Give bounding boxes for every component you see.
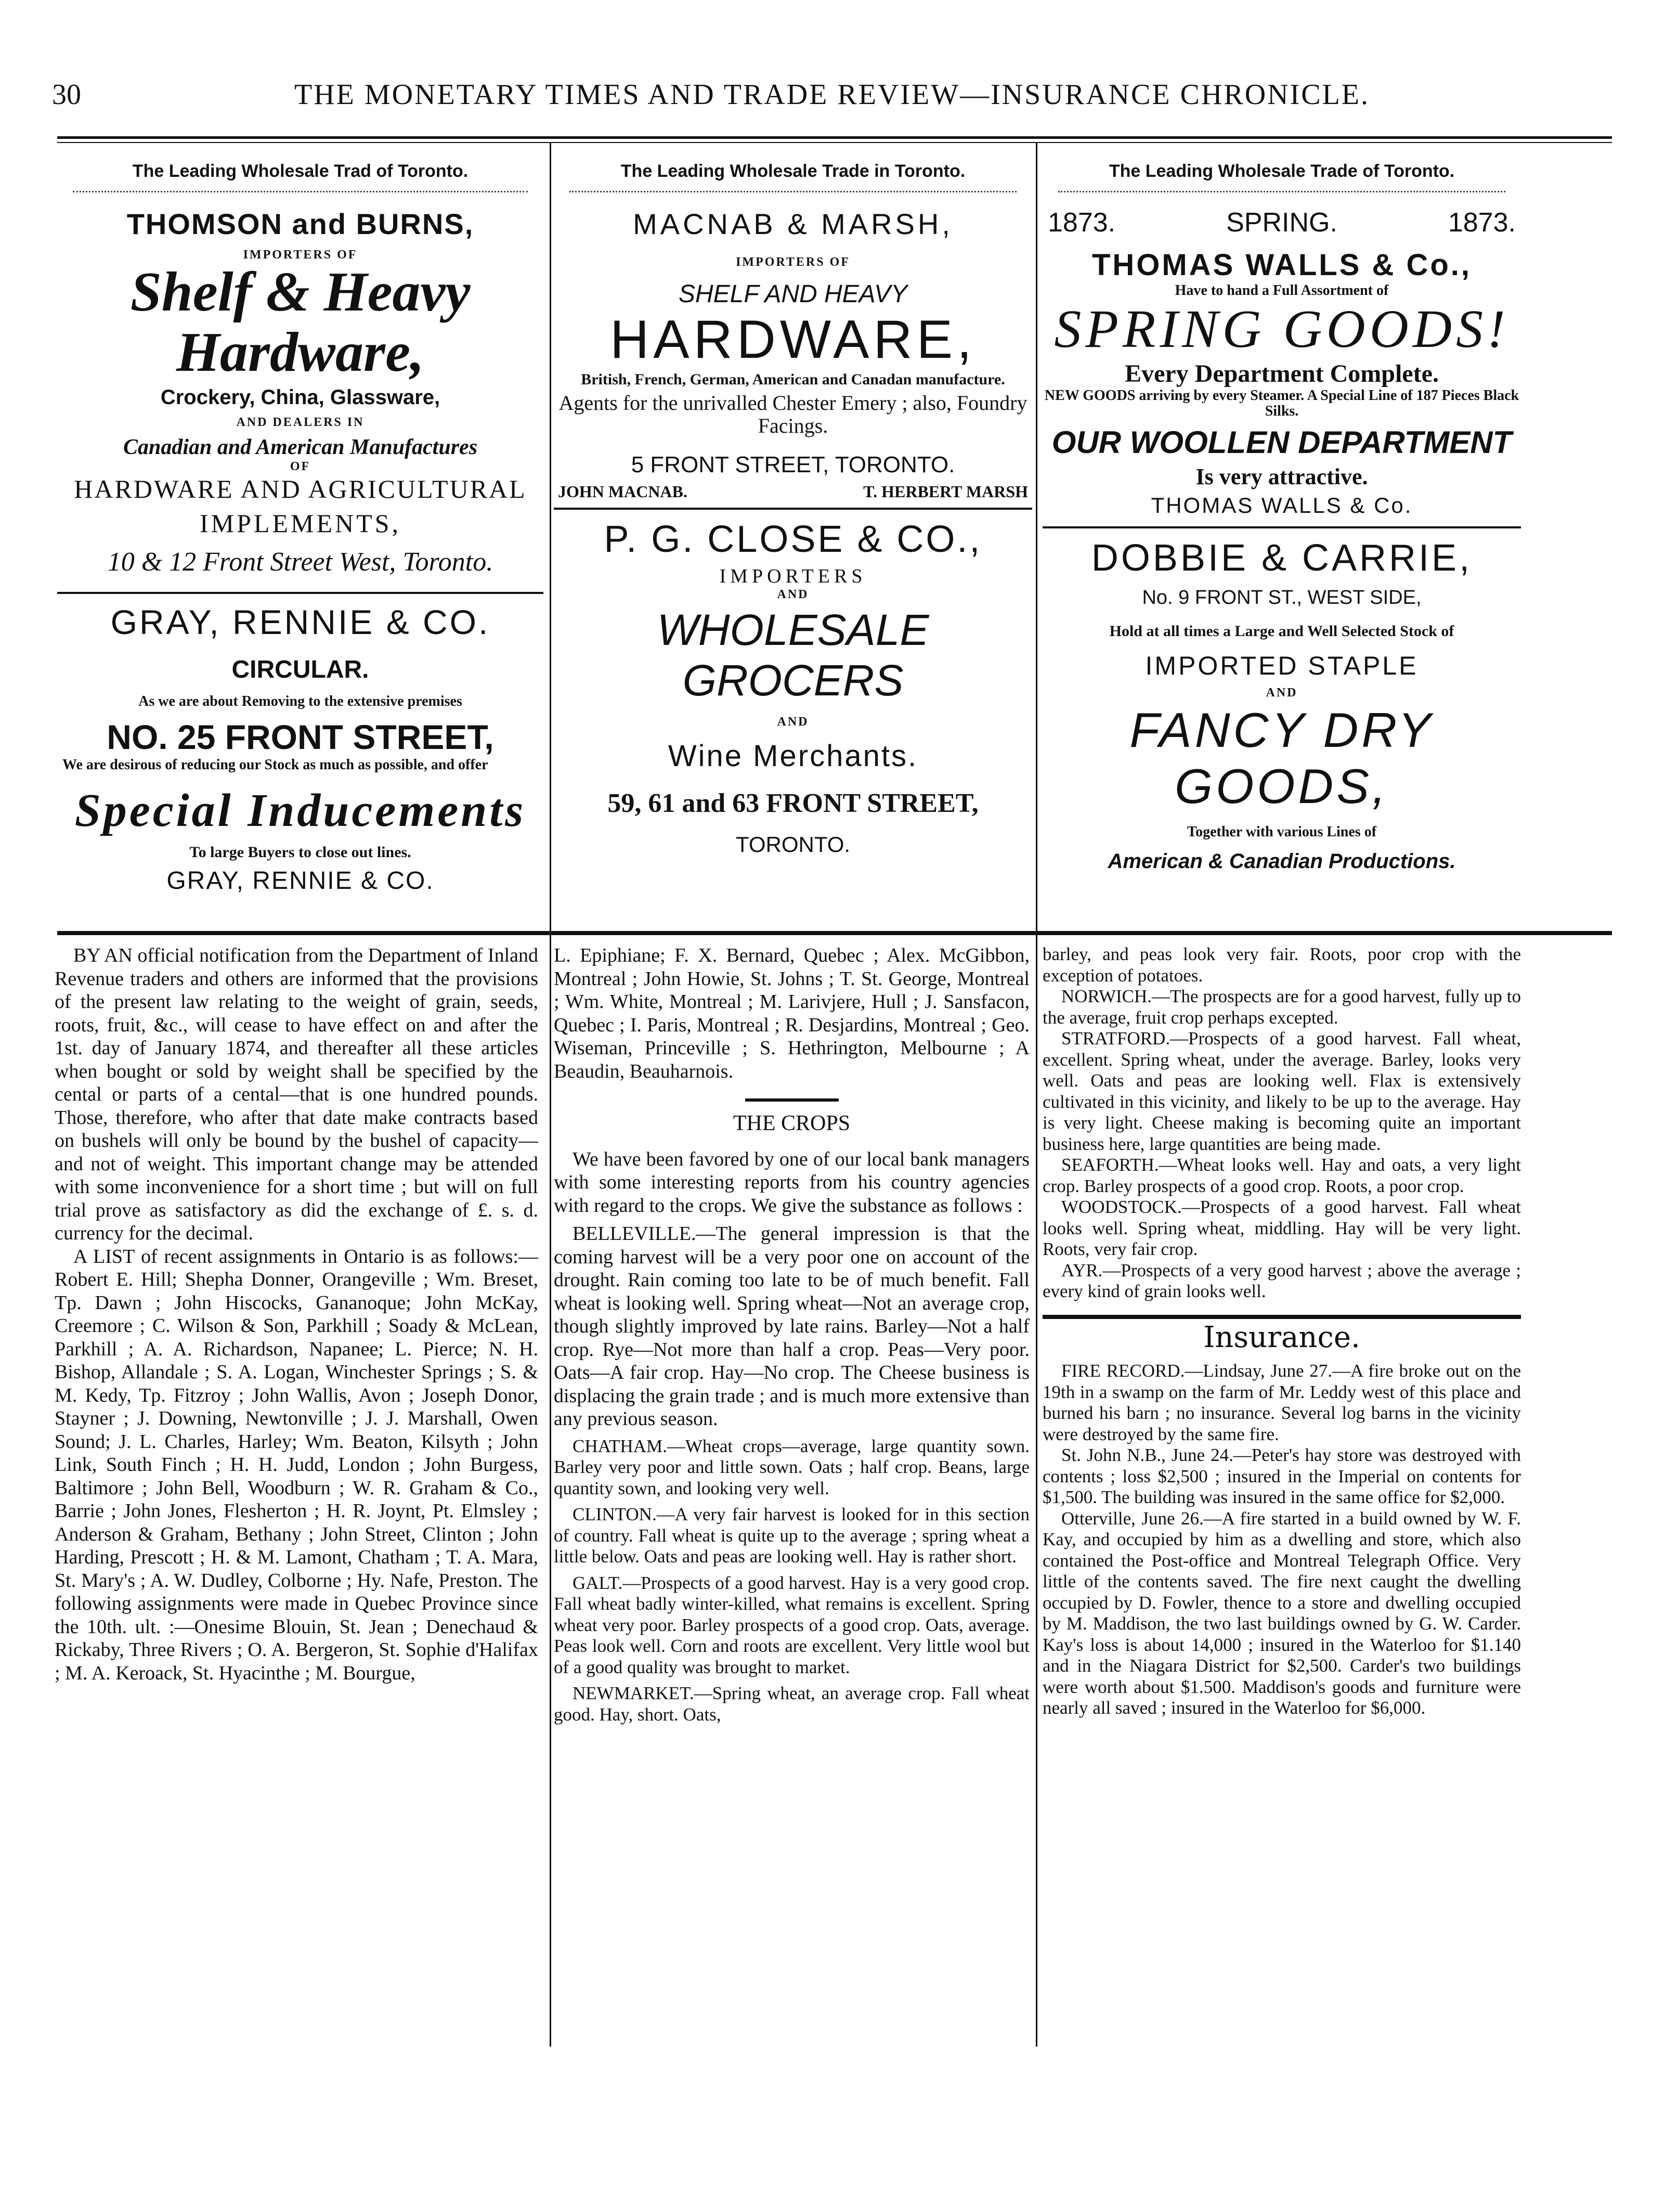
body-column-1 xyxy=(55,944,538,1685)
divider xyxy=(73,191,528,198)
ads-bottom-rule xyxy=(57,931,1612,935)
ad-line: Hold at all times a Large and Well Selected Stock of xyxy=(1109,623,1454,640)
ad-line: Is very attractive. xyxy=(1195,464,1368,489)
ad-dobbie-carrie xyxy=(1043,537,1521,873)
ad-address: 5 FRONT STREET, TORONTO. xyxy=(631,452,955,477)
divider xyxy=(1043,1315,1521,1319)
ad-line: Crockery, China, Glassware, xyxy=(160,386,440,409)
ad-partners xyxy=(554,482,1032,501)
ad-column-2 xyxy=(554,151,1032,931)
ad-column-3 xyxy=(1043,151,1521,931)
ad-line: HARDWARE AND AGRICULTURAL xyxy=(74,474,527,503)
divider xyxy=(1058,191,1505,198)
ad-heading: The Leading Wholesale Trade of Toronto. xyxy=(1109,161,1455,181)
ad-address: 10 & 12 Front Street West, Toronto. xyxy=(107,547,493,577)
ad-line: Agents for the unrivalled Chester Emery ; also, Foundry Facings. xyxy=(558,391,1027,437)
divider xyxy=(554,508,1032,510)
ad-line: American & Canadian Productions. xyxy=(1108,850,1456,873)
header-rule xyxy=(57,136,1612,139)
company-name: THOMSON and BURNS, xyxy=(126,208,474,240)
ad-signature: THOMAS WALLS & Co. xyxy=(1151,493,1413,518)
ad-year: 1873. xyxy=(1048,208,1116,238)
ad-address: 59, 61 and 63 FRONT STREET, xyxy=(607,788,979,818)
page-number: 30 xyxy=(52,79,81,111)
crops-woodstock: WOODSTOCK.—Prospects of a good harvest. Fall wheat looks well. Spring wheat, middling. Hay will be very light. Roots, very fair crop. xyxy=(1043,1197,1521,1259)
article-revenue-notice: BY AN official notification from the Department of Inland Revenue traders and others are informed that the provisions of the present law relating to the weight of grain, seeds, roots, fruit, &c., will cease to have effect on and after the 1st. day of January 1874, and thereafter all these articles when bought or sold by weight shall be specified by the cental or parts of a cental—that is one hundred pounds. Those, therefore, who after that date make contracts based on bushels will only be bound by the bushel of capacity—and not of weight. This important change may be attended with some inconvenience for a short time ; but will on full trial prove as satisfactory as did the exchange of £. s. d. currency for the decimal. xyxy=(55,945,538,1244)
insurance-otterville: Otterville, June 26.—A fire started in a build owned by W. F. Kay, and occupied by him as a dwelling and store, which also contained the Post-office and Montreal Telegraph Office. Very little of the contents saved. The fire next caught the dwelling occupied by D. Fowler, thence to a store and dwelling occupied by M. Maddison, the two last buildings owned by G. W. Carder. Kay's loss is about 14,000 ; insured in the Waterloo for $1.140 and in the Niagara District for $2,500. Carder's two buildings were worth about $1.500. Maddison's goods and furniture were nearly all saved ; insured in the Waterloo for $6,000. xyxy=(1043,1508,1521,1718)
ad-line: IMPORTED STAPLE xyxy=(1145,651,1419,680)
ad-line: SHELF AND HEAVY xyxy=(678,280,908,308)
ad-address: NO. 25 FRONT STREET, xyxy=(107,718,494,756)
ad-address: No. 9 FRONT ST., WEST SIDE, xyxy=(1142,587,1422,609)
company-name: MACNAB & MARSH, xyxy=(633,208,953,240)
ad-gray-rennie xyxy=(57,602,543,895)
company-name: P. G. CLOSE & CO., xyxy=(604,519,982,560)
ad-script-title: OUR WOOLLEN DEPARTMENT xyxy=(1051,425,1512,460)
crops-stratford: STRATFORD.—Prospects of a good harvest. Fall wheat, excellent. Spring wheat, under the average. Barley, looks very well. Oats and peas are looking well. Flax is extensively cultivated in this vicinity, and likely to be up to the average. Hay is very light. Cheese making is becoming quite an important business here, large quantities are being made. xyxy=(1043,1028,1521,1154)
ad-heading: The Leading Wholesale Trade in Toronto. xyxy=(620,161,966,181)
crops-seaforth: SEAFORTH.—Wheat looks well. Hay and oats, a very light crop. Barley prospects of a good crop. Roots, a poor crop. xyxy=(1043,1155,1521,1196)
column-divider-1 xyxy=(550,143,551,2047)
divider xyxy=(57,592,543,594)
partner-name: JOHN MACNAB. xyxy=(558,482,687,501)
ad-macnab-marsh xyxy=(554,207,1032,501)
page-header xyxy=(52,78,1612,125)
article-assignments: A LIST of recent assignments in Ontario is as follows:—Robert E. Hill; Shepha Donner, Orangeville ; Wm. Breset, Tp. Dawn ; John Hiscocks, Gananoque; John McKay, Creemore ; C. Wilson & Son, Parkhill ; Soady & McLean, Parkhill ; A. A. Richardson, Napanee; L. Pierce; N. H. Bishop, Allandale ; S. A. Logan, Winchester Springs ; S. & M. Kedy, Tp. Fitzroy ; John Wallis, Avon ; Joseph Donor, Stayner ; J. Downing, Newtonville ; J. J. Marshall, Owen Sound; J. L. Charles, Harley; Wm. Beaton, Kilsyth ; John Link, South Finch ; H. H. Judd, London ; John Burgess, Baltimore ; John Bell, Woodburn ; W. R. Graham & Co., Barrie ; John Jones, Flesherton ; H. R. Joynt, Pt. Elmsley ; Anderson & Graham, Bethany ; John Street, Clinton ; John Harding, Prescott ; H. & M. Lamont, Chatham ; T. A. Mara, St. Mary's ; A. W. Dudley, Colborne ; Hy. Nafe, Preston. The following assignments were made in Quebec Province since the 10th. ult. :—Onesime Blouin, St. Jean ; Denechaud & Rickaby, Three Rivers ; O. A. Bergeron, St. Sophie d'Halifax ; M. A. Keroack, St. Hyacinthe ; M. Bourgue, xyxy=(55,1245,538,1684)
ad-city: TORONTO. xyxy=(735,832,851,857)
ad-line: IMPLEMENTS, xyxy=(200,509,401,538)
column-divider-2 xyxy=(1036,143,1037,2047)
ad-signature: GRAY, RENNIE & CO. xyxy=(166,867,434,895)
ad-script-title: Shelf & Heavy Hardware, xyxy=(130,261,471,383)
ad-line: We are desirous of reducing our Stock as much as possible, and offer xyxy=(62,757,488,773)
divider xyxy=(745,1098,839,1102)
crops-galt: GALT.—Prospects of a good harvest. Hay is a very good crop. Fall wheat badly winter-killed, what remains is excellent. Spring wheat very poor. Barley prospects of a good crop. Oats, average. Peas look well. Corn and roots are excellent. Very little wool but of a good quality was brought to market. xyxy=(554,1572,1030,1677)
ad-year: 1873. xyxy=(1448,208,1516,238)
company-name: THOMAS WALLS & Co., xyxy=(1091,248,1472,282)
ad-heading: The Leading Wholesale Trad of Toronto. xyxy=(132,161,469,181)
crops-chatham: CHATHAM.—Wheat crops—average, large quantity sown. Barley very poor and little sown. Oats ; half crop. Beans, large quantity sown, and looking very well. xyxy=(554,1435,1030,1498)
ad-big-title: HARDWARE, xyxy=(610,309,976,370)
crops-belleville: BELLEVILLE.—The general impression is that the coming harvest will be a very poor one on account of the drought. Rain coming too late to be of much benefit. Fall wheat is looking well. Spring wheat—Not an average crop, though slightly improved by late rains. Barley—Not a half crop. Rye—Not more than half a crop. Peas—Very poor. Oats—A fair crop. Hay—No crop. The Cheese business is displacing the grain trade ; and is much more extensive than any previous season. xyxy=(554,1223,1030,1430)
insurance-lindsay: FIRE RECORD.—Lindsay, June 27.—A fire broke out on the 19th in a swamp on the farm of Mr. Leddy west of this place and burned his barn ; no insurance. Several log barns in the vicinity were destroyed by the same fire. xyxy=(1043,1361,1521,1444)
ad-script-title: SPRING GOODS! xyxy=(1054,299,1510,359)
ad-column-1 xyxy=(57,151,543,931)
ad-subline: IMPORTERS xyxy=(719,565,867,587)
ad-subline: AND xyxy=(777,715,809,729)
ad-line: British, French, German, American and Canadan manufacture. xyxy=(581,371,1005,388)
crops-newmarket: NEWMARKET.—Spring wheat, an average crop. Fall wheat good. Hay, short. Oats, xyxy=(554,1683,1030,1725)
ad-line: To large Buyers to close out lines. xyxy=(189,844,411,861)
partner-name: T. HERBERT MARSH xyxy=(863,482,1028,501)
ad-line: Every Department Complete. xyxy=(1125,360,1439,387)
ad-script-title: WHOLESALE GROCERS xyxy=(657,605,929,705)
section-title-insurance: Insurance. xyxy=(1203,1320,1360,1354)
insurance-st-john: St. John N.B., June 24.—Peter's hay store was destroyed with contents ; loss $2,500 ; insured in the Imperial on contents for $1,500. The building was insured in the same office for $2,000. xyxy=(1043,1445,1521,1507)
ad-line: NEW GOODS arriving by every Steamer. A Special Line of 187 Pieces Black Silks. xyxy=(1044,387,1519,419)
ad-line: Have to hand a Full Assortment of xyxy=(1175,282,1389,299)
ad-subline: IMPORTERS OF xyxy=(243,248,358,262)
crops-intro: We have been favored by one of our local bank managers with some interesting reports from his country agencies with regard to the crops. We give the substance as follows : xyxy=(554,1148,1030,1217)
ad-season: SPRING. xyxy=(1226,208,1337,238)
ad-season-line xyxy=(1043,207,1521,238)
ad-close-co xyxy=(554,518,1032,857)
ad-thomson-burns xyxy=(57,207,543,577)
company-name: DOBBIE & CARRIE, xyxy=(1091,537,1473,579)
ad-thomas-walls xyxy=(1043,207,1521,518)
crops-norwich: NORWICH.—The prospects are for a good harvest, fully up to the average, fruit crop perhaps excepted. xyxy=(1043,986,1521,1028)
crops-continued: barley, and peas look very fair. Roots, poor crop with the exception of potatoes. xyxy=(1043,944,1521,986)
divider xyxy=(569,191,1017,198)
header-rule-thin xyxy=(57,142,1612,143)
ad-line: CIRCULAR. xyxy=(231,656,369,683)
ad-subline: AND xyxy=(1266,686,1298,700)
body-column-2 xyxy=(554,944,1030,1725)
crops-clinton: CLINTON.—A very fair harvest is looked for in this section of country. Fall wheat is quite up to the average ; spring wheat a little below. Oats and peas are looking well. Hay is rather short. xyxy=(554,1504,1030,1567)
ad-subline: OF xyxy=(290,460,311,473)
ad-line: Canadian and American Manufactures xyxy=(123,435,478,459)
company-name: GRAY, RENNIE & CO. xyxy=(110,603,490,641)
divider xyxy=(1043,526,1521,528)
ad-subline: AND DEALERS IN xyxy=(236,416,365,429)
page-title: THE MONETARY TIMES AND TRADE REVIEW—INSURANCE CHRONICLE. xyxy=(294,79,1370,111)
ad-subline: AND xyxy=(777,588,809,601)
ad-line: Wine Merchants. xyxy=(668,739,918,773)
ad-subline: IMPORTERS OF xyxy=(736,255,850,269)
ad-line: Together with various Lines of xyxy=(1187,824,1377,840)
ad-script-title: FANCY DRY GOODS, xyxy=(1129,703,1434,813)
assignments-continued: L. Epiphiane; F. X. Bernard, Quebec ; Alex. McGibbon, Montreal ; John Howie, St. Johns ; T. St. George, Montreal ; Wm. White, Montreal ; M. Larivjere, Hull ; J. Sansfacon, Quebec ; I. Paris, Montreal ; R. Desjardins, Montreal ; Geo. Wiseman, Princeville ; S. Hethrington, Melbourne ; A Beaudin, Beauharnois. xyxy=(554,945,1030,1082)
ad-script-title: Special Inducements xyxy=(74,785,526,836)
body-column-3 xyxy=(1043,944,1521,1719)
crops-ayr: AYR.—Prospects of a very good harvest ; above the average ; every kind of grain looks well. xyxy=(1043,1260,1521,1301)
ad-line: As we are about Removing to the extensive premises xyxy=(138,693,462,709)
section-title-crops: THE CROPS xyxy=(733,1111,851,1135)
